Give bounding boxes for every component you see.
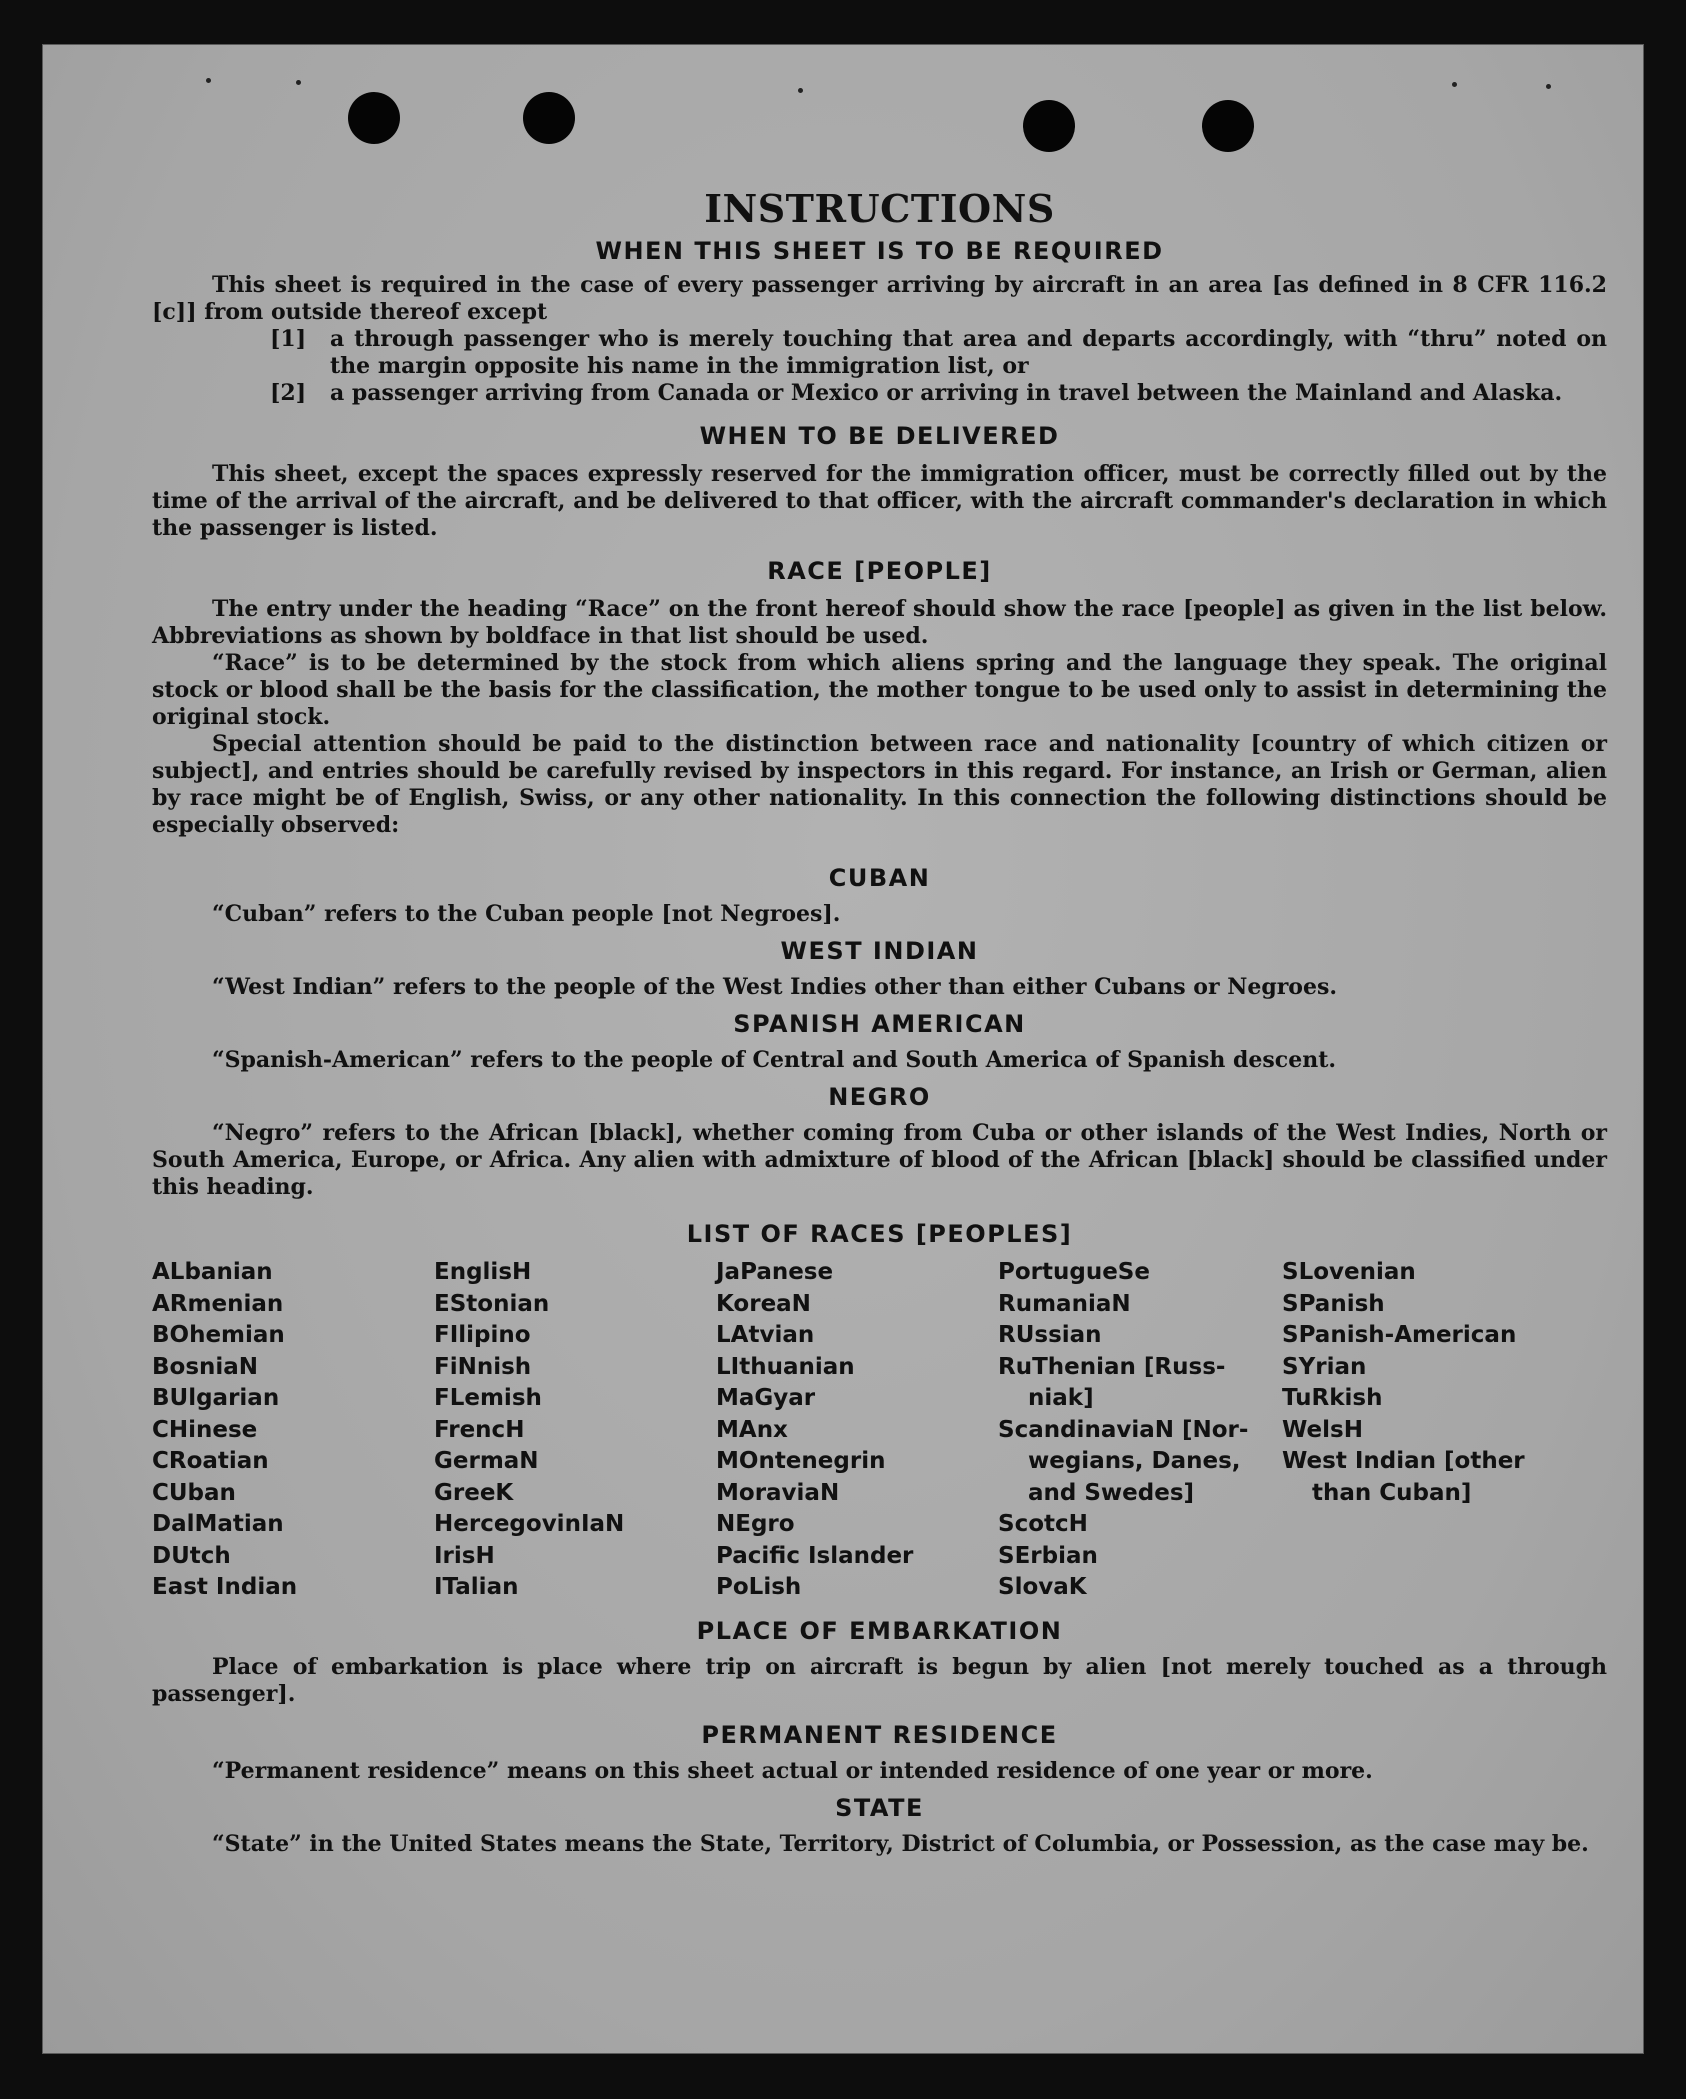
race-entry: KoreaN [716,1290,811,1317]
race-entry: ScandinaviaN [Nor- [998,1416,1249,1443]
when-delivered-text: This sheet, except the spaces expressly reserved for the immigration officer, must be correctly filled out by the time of the arrival of the aircraft, and be delivered to that officer, with the aircraft commander's declaration in which the passenger is listed. [152,461,1607,541]
race-entry-continuation: than Cuban] [1312,1479,1472,1506]
race-entry: FrencH [434,1416,525,1443]
race-entry: BUlgarian [152,1385,280,1411]
race-entry: DalMatian [152,1511,284,1537]
race-entry-continuation: wegians, Danes, [1028,1448,1241,1474]
section-heading-when-delivered: WHEN TO BE DELIVERED [699,422,1060,450]
exception-number: [2] [270,380,307,406]
spanish-american-text: “Spanish-American” refers to the people of Central and South America of Spanish descent. [212,1047,1337,1073]
races-column-1 [152,1257,434,1604]
race-paragraph: The entry under the heading “Race” on the front hereof should show the race [people] as given in the list below. Abbreviations as shown by boldface in that list should be used. [152,596,1607,649]
race-entry: SPanish-American [1282,1322,1517,1348]
race-paragraph: “Race” is to be determined by the stock from which aliens spring and the language they speak. The original stock or blood shall be the basis for the classification, the mother tongue to be used only to assist in determining the original stock. [152,650,1607,730]
race-entry: MOntenegrin [716,1448,886,1474]
race-entry: WelsH [1282,1416,1363,1443]
section-heading-negro: NEGRO [828,1083,931,1111]
races-column-3 [716,1257,998,1604]
race-entry: FiNnish [434,1353,532,1380]
west-indian-text: “West Indian” refers to the people of the West Indies other than either Cubans or Negroes. [212,974,1338,1000]
race-entry: HercegovinIaN [434,1511,625,1537]
race-entry: BOhemian [152,1322,285,1348]
race-paragraph: Special attention should be paid to the distinction between race and nationality [country of which citizen or subject], and entries should be carefully revised by inspectors in this regard. For instance, an Irish or German, alien by race might be of English, Swiss, or any other nationality. In this connection the following distinctions should be especially observed: [152,731,1607,838]
race-entry: FLemish [434,1385,542,1411]
race-entry: LIthuanian [716,1353,855,1380]
race-entry: RuThenian [Russ- [998,1353,1226,1380]
section-heading-spanish-american: SPANISH AMERICAN [733,1010,1026,1038]
race-entry: NEgro [716,1511,795,1537]
race-entry: DUtch [152,1542,231,1569]
section-heading-residence: PERMANENT RESIDENCE [701,1720,1058,1749]
race-entry: EnglisH [434,1259,532,1285]
race-entry: IrisH [434,1542,495,1569]
race-entry: SLovenian [1282,1259,1416,1285]
race-entry: RUssian [998,1322,1102,1348]
race-entry: East Indian [152,1574,298,1600]
race-entry: LAtvian [716,1322,815,1348]
race-entry: RumaniaN [998,1290,1131,1317]
exception-item [152,380,1607,407]
exception-text: a through passenger who is merely touching that area and departs accordingly, with “thru” noted on the margin opposite his name in the immigration list, or [330,326,1607,379]
race-entry: CUban [152,1479,236,1506]
speck [296,80,301,85]
speck [798,88,803,93]
races-column-5 [1282,1257,1582,1604]
negro-text: “Negro” refers to the African [black], whether coming from Cuba or other islands of the West Indies, North or South America, Europe, or Africa. Any alien with admixture of blood of the African [black] should be classified under this heading. [152,1120,1607,1200]
cuban-text: “Cuban” refers to the Cuban people [not Negroes]. [212,901,841,927]
page-title: INSTRUCTIONS [704,186,1055,231]
section-heading-west-indian: WEST INDIAN [780,937,979,965]
race-entry: SlovaK [998,1574,1087,1600]
residence-text: “Permanent residence” means on this sheet actual or intended residence of one year or more. [212,1757,1373,1784]
embarkation-text: Place of embarkation is place where trip on aircraft is begun by alien [not merely touched as a through passenger]. [152,1653,1607,1707]
race-entry: ALbanian [152,1259,273,1285]
race-entry: PoLish [716,1574,802,1600]
race-entry: West Indian [other [1282,1448,1525,1474]
race-entry: FIlipino [434,1322,531,1348]
race-entry: SYrian [1282,1353,1367,1380]
race-entry: MaGyar [716,1385,816,1411]
race-entry: PortugueSe [998,1259,1150,1285]
speck [206,78,211,83]
races-list [152,1257,1607,1604]
race-entry: JaPanese [716,1259,834,1285]
section-heading-cuban: CUBAN [828,864,931,892]
race-entry: MoraviaN [716,1479,840,1506]
exception-item [152,326,1607,380]
section-heading-when-required: WHEN THIS SHEET IS TO BE REQUIRED [595,237,1164,265]
race-entry: BosniaN [152,1353,259,1380]
exception-text: a passenger arriving from Canada or Mexico or arriving in travel between the Mainland and Alaska. [330,380,1563,406]
race-entry: ARmenian [152,1290,284,1317]
exception-number: [1] [270,326,307,352]
when-required-intro: This sheet is required in the case of every passenger arriving by aircraft in an area [as defined in 8 CFR 116.2 [c]] from outside thereof except [152,272,1607,325]
instructions-content [152,144,1607,1858]
section-heading-state: STATE [835,1793,924,1822]
race-entry: CHinese [152,1416,258,1443]
race-entry: EStonian [434,1290,550,1317]
races-column-2 [434,1257,716,1604]
race-entry-continuation: and Swedes] [1028,1479,1195,1506]
section-heading-list-of-races: LIST OF RACES [PEOPLES] [686,1220,1073,1248]
section-heading-embarkation: PLACE OF EMBARKATION [696,1616,1063,1645]
punch-hole [348,92,400,144]
race-entry: GermaN [434,1448,539,1474]
race-entry: CRoatian [152,1448,269,1474]
state-text: “State” in the United States means the State, Territory, District of Columbia, or Possession, as the case may be. [212,1830,1589,1857]
race-entry: Pacific Islander [716,1542,914,1569]
race-entry: GreeK [434,1479,514,1506]
race-entry: TuRkish [1282,1385,1383,1411]
race-entry-continuation: niak] [1028,1385,1094,1411]
section-heading-race: RACE [PEOPLE] [767,557,992,585]
race-entry: SPanish [1282,1290,1385,1317]
race-entry: MAnx [716,1416,788,1443]
races-column-4 [998,1257,1282,1604]
document-sheet [42,44,1644,2054]
speck [1452,82,1457,87]
punch-hole [523,92,575,144]
speck [1546,84,1551,89]
race-entry: ScotcH [998,1511,1088,1537]
race-entry: SErbian [998,1542,1098,1569]
race-entry: ITalian [434,1574,519,1600]
